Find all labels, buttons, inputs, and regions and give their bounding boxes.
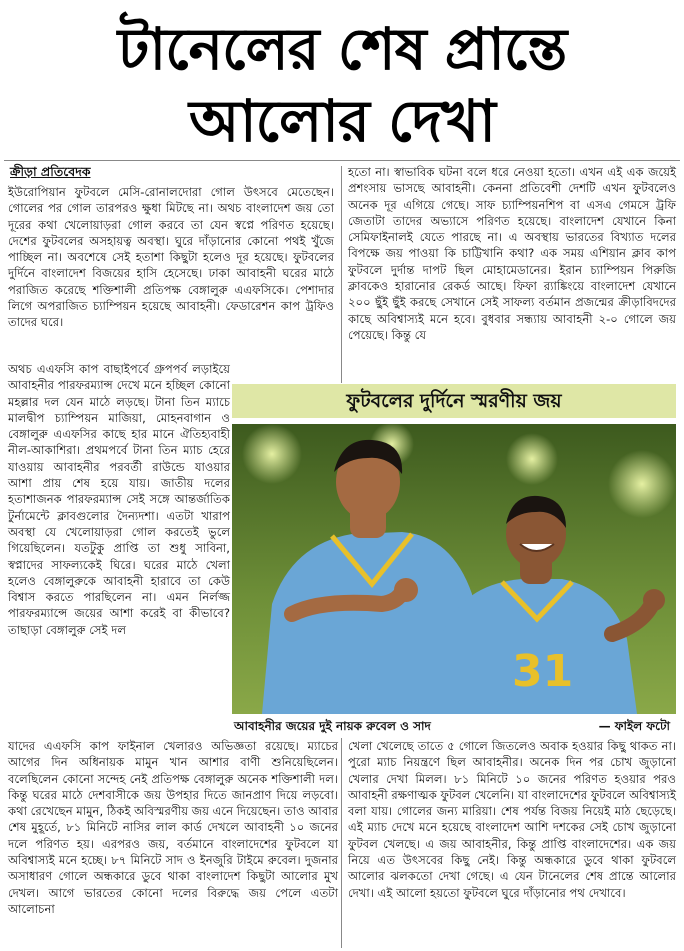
- article-column-right-top: [348, 164, 676, 343]
- photo-credit: — ফাইল ফটো: [598, 719, 670, 733]
- article-column-left-bottom: [8, 738, 338, 917]
- column-divider-bottom: [341, 738, 342, 948]
- headline-line-2: আলোর দেখা: [188, 87, 495, 155]
- match-photo: [232, 424, 676, 714]
- jersey-number: 31: [512, 646, 574, 697]
- paragraph: খেলা খেলেছে তাতে ৫ গোলে জিতলেও অবাক হওয়ার কিছু থাকত না। পুরো ম্যাচ নিয়ন্ত্রণে ছিল আবাহনীর। অনেক দিন পর চোখ জুড়ানো খেলার দেখা মিলল। ৮১ মিনিটে ১০ জনের পরিণত হওয়ার পরও আবাহনী রক্ষণাত্মক ফুটবল খেলেনি। যা বাংলাদেশের ফুটবলে অবিশ্বাস্যই বলা যায়। গোলের জন্য মারিয়া। শেষ পর্যন্ত বিজয় নিয়েই মাঠ ছেড়েছে। এই ম্যাচ দেখে মনে হয়েছে বাংলাদেশ আশি দশকের সেই চোখ জুড়ানো ফুটবল খেলছে। এ জয় আবাহনীর, কিন্তু প্রাপ্তি বাংলাদেশের। এক জয় নিয়ে এত উৎসবের কিছু নেই। কিন্তু অন্ধকারে ডুবে থাকা ফুটবলে আলোর ঝলকতো দেখা গেছে। এ যেন টানেলের শেষ প্রান্তে আলোর দেখা। এই আলো হয়তো ফুটবলে ঘুরে দাঁড়ানোর পথ দেখাবে।: [348, 739, 676, 900]
- headline-line-1: টানেলের শেষ প্রান্তে: [117, 15, 567, 83]
- article-column-left-mid: [8, 361, 230, 638]
- feature-title: ফুটবলের দুর্দিনে স্মরণীয় জয়: [232, 384, 676, 418]
- headline-divider: [4, 160, 680, 161]
- headline: [0, 0, 684, 160]
- paragraph: ইউরোপিয়ান ফুটবলে মেসি-রোনালদোরা গোল উৎসবে মেতেছেন। গোলের পর গোল তারপরও ক্ষুধা মিটছে না। অথচ বাংলাদেশ জয় তো দূরের কথা খেলোয়াড়রা গোল করবে তা যেন স্বপ্নে পরিণত হয়েছে। দেশের ফুটবলের অসহায়ত্ব অবস্থা। ঘুরে দাঁড়ানোর কোনো পথই খুঁজে পাচ্ছিল না। অবশেষে সেই হতাশা কিছুটা হলেও দূর হয়েছে। ফুটবলের দুর্দিনে বাংলাদেশ বিজয়ের হাসি হেসেছে। ঢাকা আবাহনী ঘরের মাঠে পরাজিত করেছে শক্তিশালী প্রতিপক্ষ বেঙ্গালুরু এএফসিকে। পেশাদার লিগে অপরাজিত চ্যাম্পিয়ন হয়েছে আবাহনী। ফেডারেশন কাপ ট্রফিও তাদের ঘরে।: [8, 185, 334, 330]
- paragraph: যাদের এএফসি কাপ ফাইনাল খেলারও অভিজ্ঞতা রয়েছে। ম্যাচের আগের দিন অধিনায়ক মামুন খান আশার বাণী শুনিয়েছিলেন। বলেছিলেন কোনো সন্দেহ নেই প্রতিপক্ষ বেঙ্গালুরু অনেক শক্তিশালী দল। কিন্তু ঘরের মাঠে দেশবাসীকে জয় উপহার দিতে জানপ্রাণ দিয়ে লড়বো। কথা রেখেছেন মামুন, ঠিকই অবিস্মরণীয় জয় এনে দিয়েছেন। তাও আবার শেষ মুহূর্তে, ৮১ মিনিটে নাসির লাল কার্ড দেখলে আবাহনী ১০ জনের দলে পরিণত হয়। এরপরও জয়, বর্তমানে বাংলাদেশের ফুটবলে যা অবিশ্বাস্যই মনে হচ্ছে। ৮৭ মিনিটে সাদ ও ইনজুরি টাইমে রুবেল। দুজনার অসাধারণ গোলে অন্ধকারে ডুবে থাকা বাংলাদেশ কিছুটা আলোর মুখ দেখল। আগে ভারতের কোনো দলের বিরুদ্ধে জয় পেলে এতটা আলোচনা: [8, 739, 339, 916]
- column-divider: [341, 166, 342, 383]
- byline: ক্রীড়া প্রতিবেদক: [10, 164, 91, 179]
- players-illustration: [232, 424, 676, 714]
- feature-photo-box: [232, 384, 676, 736]
- photo-caption-bar: [232, 716, 676, 736]
- photo-caption: আবাহনীর জয়ের দুই নায়ক রুবেল ও সাদ: [234, 719, 431, 733]
- article-column-right-bottom: [348, 738, 676, 901]
- paragraph: হতো না। স্বাভাবিক ঘটনা বলে ধরে নেওয়া হতো। এখন এই এক জয়েই প্রশংসায় ভাসছে আবাহনী। কেননা প্রতিবেশী দেশটি এখন ফুটবলেও অনেক দূর এগিয়ে গেছে। সাফ চ্যাম্পিয়নশিপ বা এসএ গেমসে ট্রফি জেতাটা তাদের অভ্যাসে পরিণত হয়েছে। বাংলাদেশ যেখানে কিনা সেমিফাইনালই যেতে পারছে না। এ অবস্থায় ভারতের বিখ্যাত দলের বিপক্ষে জয় পাওয়া কি চাট্টিখানি কথা? এক সময় এশিয়ান ক্লাব কাপ ফুটবলে দুর্দান্ত দাপট ছিল মোহামেডানের। ইরান চ্যাম্পিয়ন পিরুজি ক্লাবকেও হারানোর রেকর্ড আছে। ফিফা র‍্যাঙ্কিংয়ে বাংলাদেশ যেখানে ২০০ ছুঁই ছুঁই করছে সেখানে সেই সাফল্য বর্তমান প্রজন্মের ক্রীড়াবিদদের কাছে অবিশ্বাস্যই মনে হবে। বুধবার সন্ধ্যায় আবাহনী ২-০ গোলে জয় পেয়েছে। কিন্তু যে: [348, 165, 676, 342]
- paragraph: অথচ এএফসি কাপ বাছাইপর্বে গ্রুপপর্ব লড়াইয়ে আবাহনীর পারফরম্যান্স দেখে মনে হচ্ছিল কোনো মহল্লার দল যেন মাঠে লড়ছে। টানা তিন ম্যাচে মালদ্বীপ চ্যাম্পিয়ন মাজিয়া, মোহনবাগান ও বেঙ্গালুরু এএফসির কাছে হার মানে ঐতিহ্যবাহী নীল-আকাশিরা। প্রথমপর্বে টানা তিন ম্যাচ হেরে যাওয়ায় আবাহনীর পরবর্তী রাউন্ডে যাওয়ার আশা প্রায় শেষ হয়ে যায়। জাতীয় দলের হতাশাজনক পারফরম্যান্স সেই সঙ্গে আন্তর্জাতিক টুর্নামেন্টে ক্লাবগুলোর দৈন্যদশা। এতটা খারাপ অবস্থা যে খেলোয়াড়রা গোল করতেই ভুলে গিয়েছিলেন। যতটুকু প্রাপ্তি তা শুধু সাবিনা, স্বপ্নাদের সাফল্যকেই ঘিরে। ঘরের মাঠে খেলা হলেও বেঙ্গালুরুকে আবাহনী হারাবে তা কেউ বিশ্বাস করতে পারছিলেন না। এমন নির্লজ্জ পারফরম্যান্সে জয়ের আশা করেই বা কীভাবে? তাছাড়া বেঙ্গালুরু সেই দল: [8, 362, 230, 637]
- article-column-left-top: [8, 184, 334, 331]
